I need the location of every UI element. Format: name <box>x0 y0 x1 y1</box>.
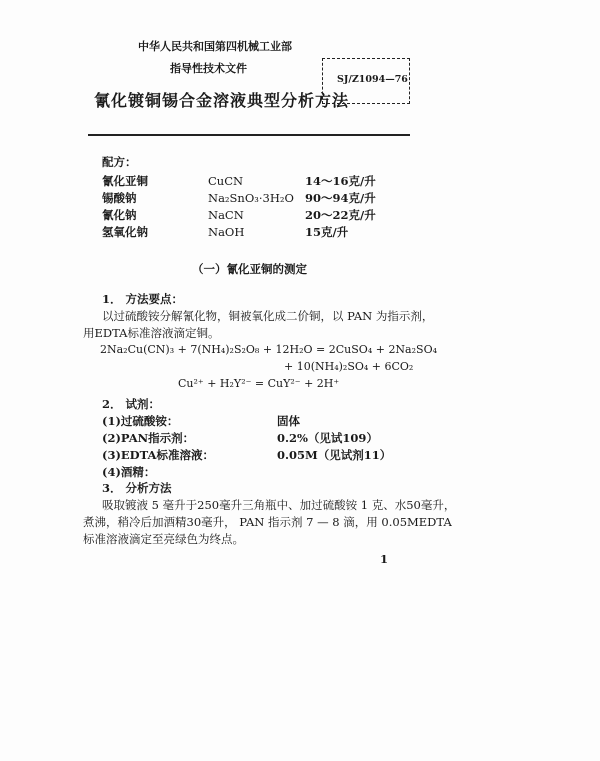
standard-code-box <box>322 58 410 104</box>
method-principle-title: 1． 方法要点： <box>102 292 184 306</box>
formula-conc: 15克/升 <box>305 225 349 239</box>
paragraph-line: 煮沸，稍冷后加酒精30毫升， PAN 指示剂 7 — 8 滴，用 0.05MEDTA <box>83 515 452 529</box>
formula-chem: NaCN <box>208 208 244 222</box>
equation-1-continued: + 10(NH₄)₂SO₄ + 6CO₂ <box>284 360 414 373</box>
section-heading: （一）氰化亚铜的测定 <box>192 262 307 276</box>
page-number: 1 <box>380 552 389 566</box>
header-divider <box>88 134 410 136</box>
paragraph-line: 吸取镀液 5 毫升于250毫升三角瓶中、加过硫酸铵 1 克、水50毫升， <box>102 498 456 512</box>
formula-name: 氢氧化钠 <box>102 225 148 239</box>
formula-name: 氰化钠 <box>102 208 137 222</box>
analysis-method-title: 3． 分析方法 <box>102 481 172 495</box>
document-title: 氰化镀铜锡合金溶液典型分析方法 <box>94 91 350 110</box>
paragraph-line: 标准溶液滴定至亮绿色为终点。 <box>83 532 244 546</box>
formula-label: 配方： <box>102 155 137 169</box>
formula-chem: CuCN <box>208 174 244 188</box>
formula-chem: NaOH <box>208 225 245 239</box>
paragraph-line: 以过硫酸铵分解氰化物，铜被氧化成二价铜，以 PAN 为指示剂， <box>102 309 434 323</box>
reagent-value: 0.2%（见试109） <box>277 431 378 445</box>
formula-conc: 14～16克/升 <box>305 174 376 188</box>
formula-chem: Na₂SnO₃·3H₂O <box>208 191 294 205</box>
reagent-value: 0.05M（见试剂11） <box>277 448 392 462</box>
reagent-name: (3)EDTA标准溶液： <box>102 448 214 462</box>
reagent-name: (1)过硫酸铵： <box>102 414 179 428</box>
paragraph-line: 用EDTA标准溶液滴定铜。 <box>83 326 220 340</box>
equation-2: Cu²⁺ + H₂Y²⁻ = CuY²⁻ + 2H⁺ <box>178 377 340 390</box>
document-type: 指导性技术文件 <box>170 62 247 75</box>
formula-name: 锡酸钠 <box>102 191 137 205</box>
reagents-title: 2． 试剂： <box>102 397 161 411</box>
formula-conc: 90～94克/升 <box>305 191 376 205</box>
formula-name: 氰化亚铜 <box>102 174 148 188</box>
formula-conc: 20～22克/升 <box>305 208 376 222</box>
ministry-header: 中华人民共和国第四机械工业部 <box>138 40 292 53</box>
standard-code: SJ/Z1094—76 <box>337 74 408 85</box>
reagent-value: 固体 <box>277 414 300 428</box>
reagent-name: (2)PAN指示剂： <box>102 431 195 445</box>
reagent-name: (4)酒精： <box>102 465 156 479</box>
equation-1: 2Na₂Cu(CN)₃ + 7(NH₄)₂S₂O₈ + 12H₂O = 2CuSO₄ + 2Na₂SO₄ <box>100 343 437 356</box>
